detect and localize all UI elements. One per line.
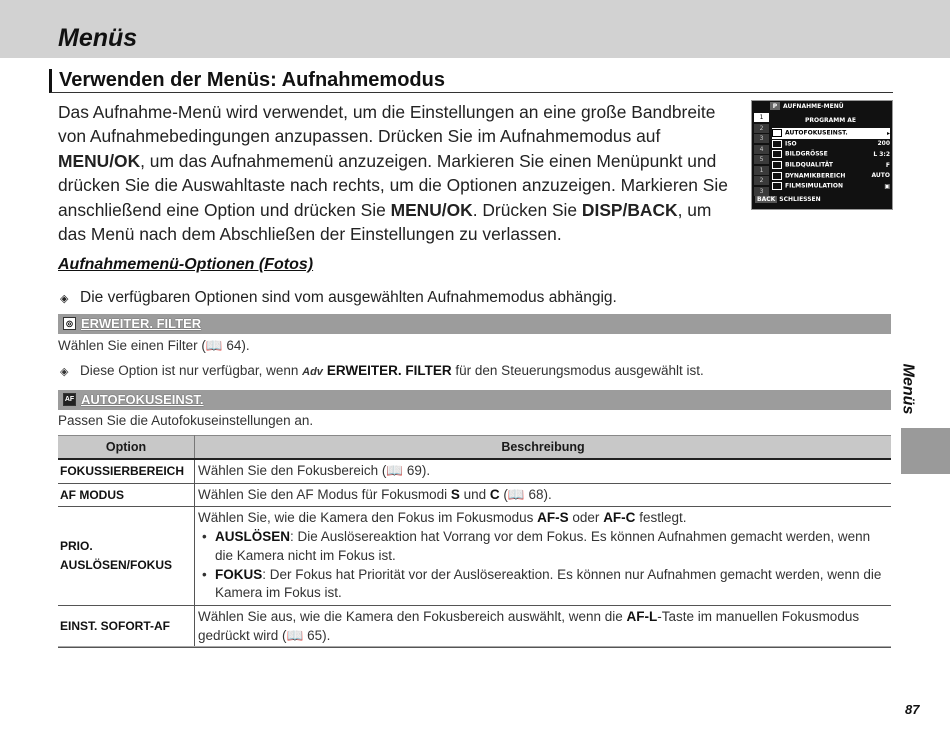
- priority-options-list: [198, 528, 888, 603]
- camera-row-label: BILDGRÖSSE: [785, 150, 828, 158]
- list-item: • FOKUS: Der Fokus hat Priorität vor der Auslösereaktion. Es können nur Aufnahmen gemacht werden, wenn die Kamera im Fokus ist.: [210, 566, 888, 603]
- camera-menu-row: [772, 149, 890, 160]
- option-name: FOKUSSIERBEREICH: [58, 459, 195, 483]
- intro-text-3: . Drücken Sie: [472, 199, 582, 220]
- option-name: PRIO. AUSLÖSEN/FOKUS: [58, 507, 195, 606]
- availability-note: [60, 289, 617, 307]
- section-heading: [49, 69, 893, 93]
- menu-ok-key-2: MENU/OK: [390, 199, 473, 220]
- menu-item-icon: [772, 161, 782, 169]
- option-description: Wählen Sie den AF Modus für Fokusmodi S und C (📖 68).: [195, 483, 892, 507]
- camera-row-value: F: [885, 161, 890, 169]
- advanced-filter-icon: ◎: [63, 317, 76, 330]
- option-description: Wählen Sie den Fokusbereich (📖 69).: [195, 459, 892, 483]
- program-mode-icon: P: [770, 102, 780, 110]
- camera-menu-tabs: [754, 113, 769, 196]
- disp-back-key: DISP/BACK: [581, 199, 678, 220]
- camera-row-value: ▸: [886, 129, 890, 137]
- camera-tab-icon: 1: [754, 113, 769, 122]
- column-header-description: Beschreibung: [195, 436, 892, 460]
- side-chapter-text: Menüs: [899, 363, 917, 415]
- af-icon: AF: [63, 393, 76, 406]
- camera-menu-footer: [755, 196, 821, 203]
- camera-menu-row: [772, 139, 890, 150]
- camera-row-value: 200: [877, 140, 890, 148]
- camera-menu-rows: [772, 128, 890, 192]
- bottom-divider: [58, 646, 891, 647]
- note-icon: ◈: [60, 366, 69, 378]
- filter-note-text-1: Diese Option ist nur verfügbar, wenn: [80, 363, 303, 378]
- filter-note-key: ERWEITER. FILTER: [326, 363, 452, 378]
- intro-paragraph: [58, 100, 738, 246]
- adv-mode-icon: Adv: [302, 366, 323, 378]
- camera-row-value: L 3:2: [873, 150, 890, 158]
- camera-menu-screenshot: [751, 100, 893, 210]
- list-item: • AUSLÖSEN: Die Auslösereaktion hat Vorrang vor dem Fokus. Es können Aufnahmen gemacht werden, wenn die Kamera nicht im Fokus ist.: [210, 528, 888, 565]
- option-name: AF MODUS: [58, 483, 195, 507]
- filter-option-title: ERWEITER. FILTER: [81, 316, 202, 331]
- menu-item-icon: [772, 140, 782, 148]
- af-option-bar: [58, 390, 891, 410]
- intro-text-1: Das Aufnahme-Menü wird verwendet, um die Einstellungen an eine große Bandbreite von Aufnahmebedingungen anzupassen. Drücken Sie im Aufnahmemodus auf: [58, 102, 716, 147]
- chapter-thumb-tab: [901, 428, 950, 474]
- subsection-heading: Aufnahmemenü-Optionen (Fotos): [58, 256, 314, 273]
- table-row: [58, 605, 891, 647]
- camera-menu-title: AUFNAHME-MENÜ: [783, 103, 844, 110]
- table-row: [58, 459, 891, 483]
- option-description: Wählen Sie, wie die Kamera den Fokus im Fokusmodus AF-S oder AF-C festlegt. • AUSLÖSEN: Die Auslösereaktion hat Vorrang vor dem Fokus. Es können Aufnahmen gemacht werden, wenn die Kamera nicht im Fokus ist. • FOKUS: Der Fokus hat Priorität vor der Auslösereaktion. Es können nur Aufnahmen gemacht werden, wenn die Kamera im Fokus ist.: [195, 507, 892, 606]
- availability-note-text: Die verfügbaren Optionen sind vom ausgewählten Aufnahmemodus abhängig.: [80, 289, 617, 306]
- camera-menu-header: [770, 102, 891, 111]
- option-description: Wählen Sie aus, wie die Kamera den Fokusbereich auswählt, wenn die AF-L-Taste im manuellen Fokusmodus gedrückt wird (📖 65).: [195, 605, 892, 647]
- camera-tab-icon: 3: [754, 134, 769, 143]
- camera-row-label: DYNAMIKBEREICH: [785, 172, 846, 180]
- menu-item-icon: [772, 150, 782, 158]
- intro-text-2: , um das Aufnahmemenü anzuzeigen. Markieren Sie einen Menüpunkt und drücken Sie die Auswahltaste nach rechts, um die Optionen anzuzeigen. Markieren Sie anschließend eine Option und drücken Sie: [58, 150, 728, 220]
- column-header-option: Option: [58, 436, 195, 460]
- menu-item-icon: [772, 182, 782, 190]
- note-icon: ◈: [60, 293, 69, 305]
- section-title: Verwenden der Menüs: Aufnahmemodus: [59, 69, 445, 91]
- camera-tab-icon: 2: [754, 176, 769, 185]
- camera-tab-icon: 5: [754, 155, 769, 164]
- camera-row-label: ISO: [785, 140, 797, 148]
- camera-footer-label: SCHLIESSEN: [779, 196, 821, 203]
- camera-tab-icon: 1: [754, 166, 769, 175]
- filter-note-text-2: für den Steuerungsmodus ausgewählt ist.: [451, 363, 704, 378]
- filter-note: [60, 363, 704, 378]
- camera-menu-row: [772, 128, 890, 139]
- table-row: [58, 507, 891, 606]
- menu-item-icon: [772, 129, 782, 137]
- menu-ok-key: MENU/OK: [58, 150, 141, 171]
- camera-menu-row: [772, 170, 890, 181]
- camera-row-value: ▣: [884, 182, 890, 190]
- camera-tab-icon: 3: [754, 187, 769, 196]
- side-chapter-label: [898, 360, 922, 420]
- page-title: Menüs: [58, 24, 138, 52]
- camera-menu-row: [772, 160, 890, 171]
- filter-description: Wählen Sie einen Filter (📖 64).: [58, 338, 250, 353]
- filter-option-bar: [58, 314, 891, 334]
- af-description: Passen Sie die Autofokuseinstellungen an.: [58, 413, 314, 428]
- camera-row-label: FILMSIMULATION: [785, 182, 843, 190]
- camera-tab-icon: 2: [754, 124, 769, 133]
- option-name: EINST. SOFORT-AF: [58, 605, 195, 647]
- camera-program-label: PROGRAMM AE: [804, 117, 857, 124]
- back-key-icon: BACK: [757, 196, 776, 203]
- table-header-row: [58, 436, 891, 460]
- af-options-table: [58, 435, 891, 648]
- page-number: 87: [905, 702, 920, 717]
- table-row: [58, 483, 891, 507]
- camera-row-value: AUTO: [871, 172, 890, 180]
- camera-menu-row: [772, 181, 890, 192]
- intro-text-4: , um das Menü nach dem Abschließen der Einstellungen zu verlassen.: [58, 199, 712, 245]
- af-option-title: AUTOFOKUSEINST.: [81, 392, 204, 407]
- menu-item-icon: [772, 172, 782, 180]
- page-header-bar: [0, 0, 950, 58]
- camera-tab-icon: 4: [754, 145, 769, 154]
- camera-row-label: BILDQUALITÄT: [785, 161, 833, 169]
- camera-row-label: AUTOFOKUSEINST.: [785, 129, 848, 137]
